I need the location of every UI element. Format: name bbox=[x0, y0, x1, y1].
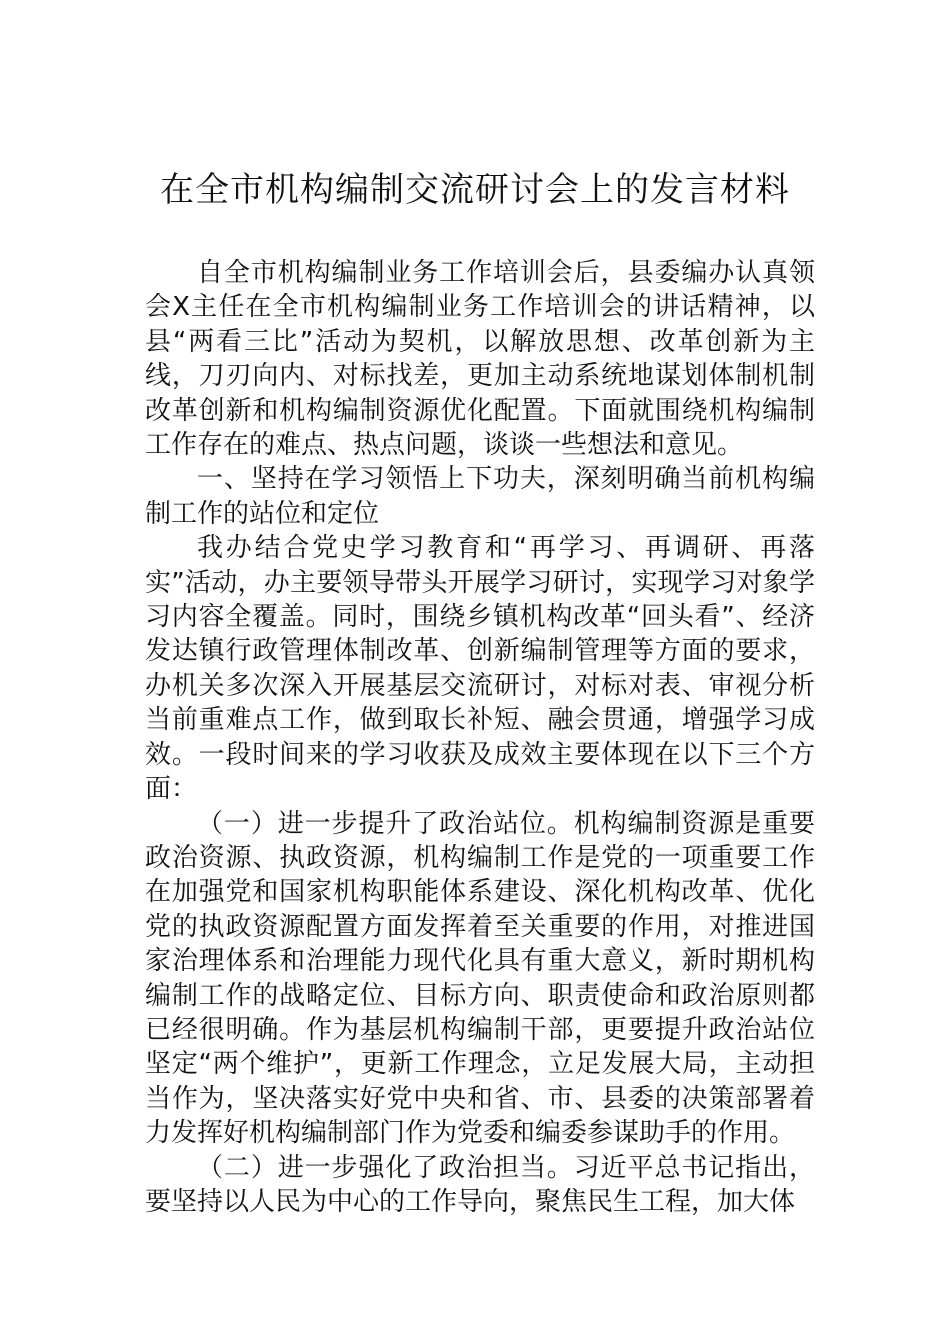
paragraph-point-2: （二）进一步强化了政治担当。习近平总书记指出，要坚持以人民为中心的工作导向，聚焦民生工程，加大体 bbox=[145, 1152, 815, 1217]
page-title: 在全市机构编制交流研讨会上的发言材料 bbox=[160, 170, 790, 210]
section-heading-1: 一、坚持在学习领悟上下功夫，深刻明确当前机构编制工作的站位和定位 bbox=[145, 464, 815, 529]
document-body bbox=[145, 256, 815, 1219]
paragraph-intro: 自全市机构编制业务工作培训会后，县委编办认真领会X主任在全市机构编制业务工作培训会的讲话精神，以县“两看三比”活动为契机，以解放思想、改革创新为主线，刀刃向内、对标找差，更加主动系统地谋划体制机制改革创新和机构编制资源优化配置。下面就围绕机构编制工作存在的难点、热点问题，谈谈一些想法和意见。 bbox=[145, 258, 815, 461]
paragraph-point-1: （一）进一步提升了政治站位。机构编制资源是重要政治资源、执政资源，机构编制工作是党的一项重要工作在加强党和国家机构职能体系建设、深化机构改革、优化党的执政资源配置方面发挥着至关重要的作用，对推进国家治理体系和治理能力现代化具有重大意义，新时期机构编制工作的战略定位、目标方向、职责使命和政治原则都已经很明确。作为基层机构编制干部，更要提升政治站位坚定“两个维护”，更新工作理念，立足发展大局，主动担当作为，坚决落实好党中央和省、市、县委的决策部署着力发挥好机构编制部门作为党委和编委参谋助手的作用。 bbox=[145, 808, 815, 1149]
paragraph-study: 我办结合党史学习教育和“再学习、再调研、再落实”活动，办主要领导带头开展学习研讨，实现学习对象学习内容全覆盖。同时，围绕乡镇机构改革“回头看”、经济发达镇行政管理体制改革、创新编制管理等方面的要求，办机关多次深入开展基层交流研讨，对标对表、审视分析当前重难点工作，做到取长补短、融会贯通，增强学习成效。一段时间来的学习收获及成效主要体现在以下三个方面： bbox=[145, 533, 815, 805]
